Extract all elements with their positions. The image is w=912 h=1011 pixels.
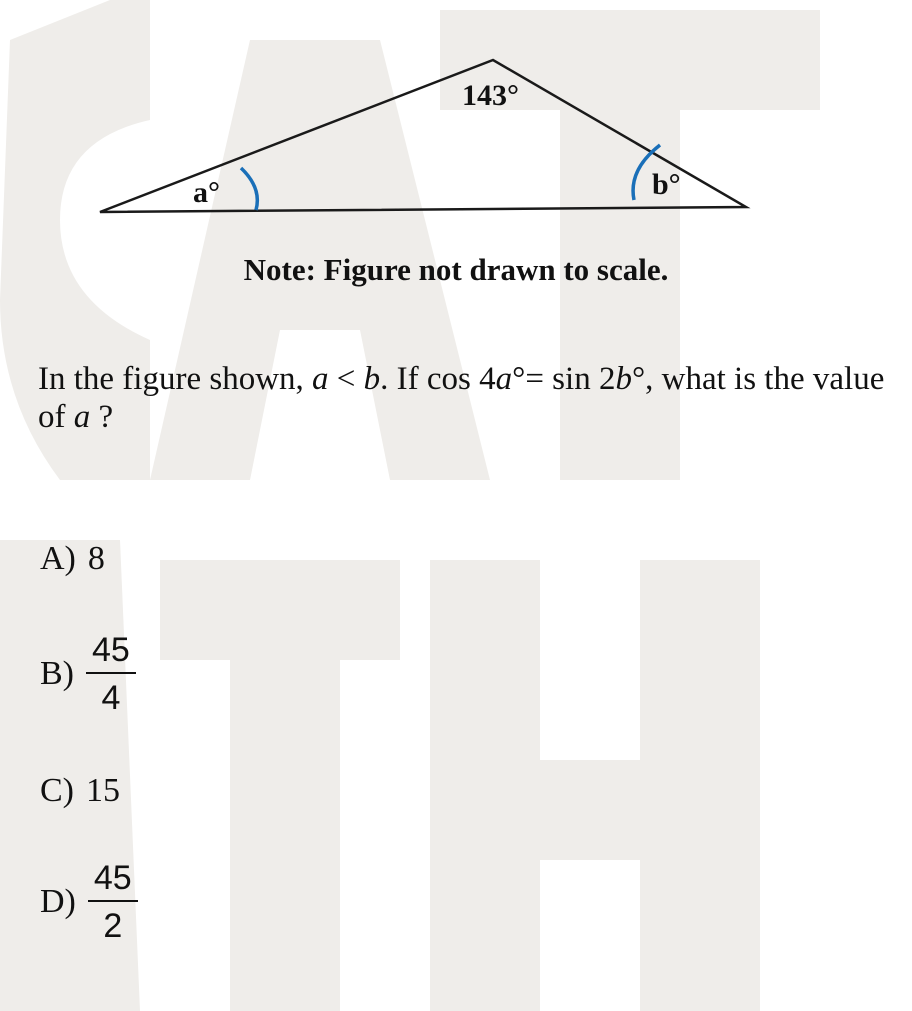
denominator: 2 bbox=[103, 907, 123, 945]
angle-label-a: a° bbox=[193, 176, 220, 209]
numerator: 45 bbox=[86, 632, 136, 674]
choice-value: 8 bbox=[87, 540, 105, 577]
choice-a[interactable] bbox=[40, 540, 105, 578]
choice-value: 15 bbox=[86, 772, 120, 809]
angle-arc-a bbox=[241, 168, 257, 210]
fraction bbox=[86, 632, 136, 716]
choice-letter: A) bbox=[40, 540, 76, 577]
choice-letter: C) bbox=[40, 772, 74, 809]
watermark-letter-h bbox=[430, 560, 760, 1011]
question-text: In the figure shown, a < b. If cos 4a°= sin 2b°, what is the value of a ? bbox=[38, 361, 885, 435]
denominator: 4 bbox=[101, 679, 121, 717]
angle-label-b: b° bbox=[652, 168, 681, 201]
choice-letter: B) bbox=[40, 655, 74, 692]
choice-b[interactable] bbox=[40, 632, 136, 716]
angle-label-143: 143° bbox=[462, 79, 519, 112]
choice-d[interactable] bbox=[40, 860, 138, 944]
triangle-figure bbox=[0, 0, 912, 260]
figure-note: Note: Figure not drawn to scale. bbox=[243, 252, 669, 287]
fraction bbox=[88, 860, 138, 944]
choice-c[interactable] bbox=[40, 772, 120, 810]
numerator: 45 bbox=[88, 860, 138, 902]
watermark-letter-t2 bbox=[160, 560, 400, 1011]
choice-letter: D) bbox=[40, 883, 76, 920]
